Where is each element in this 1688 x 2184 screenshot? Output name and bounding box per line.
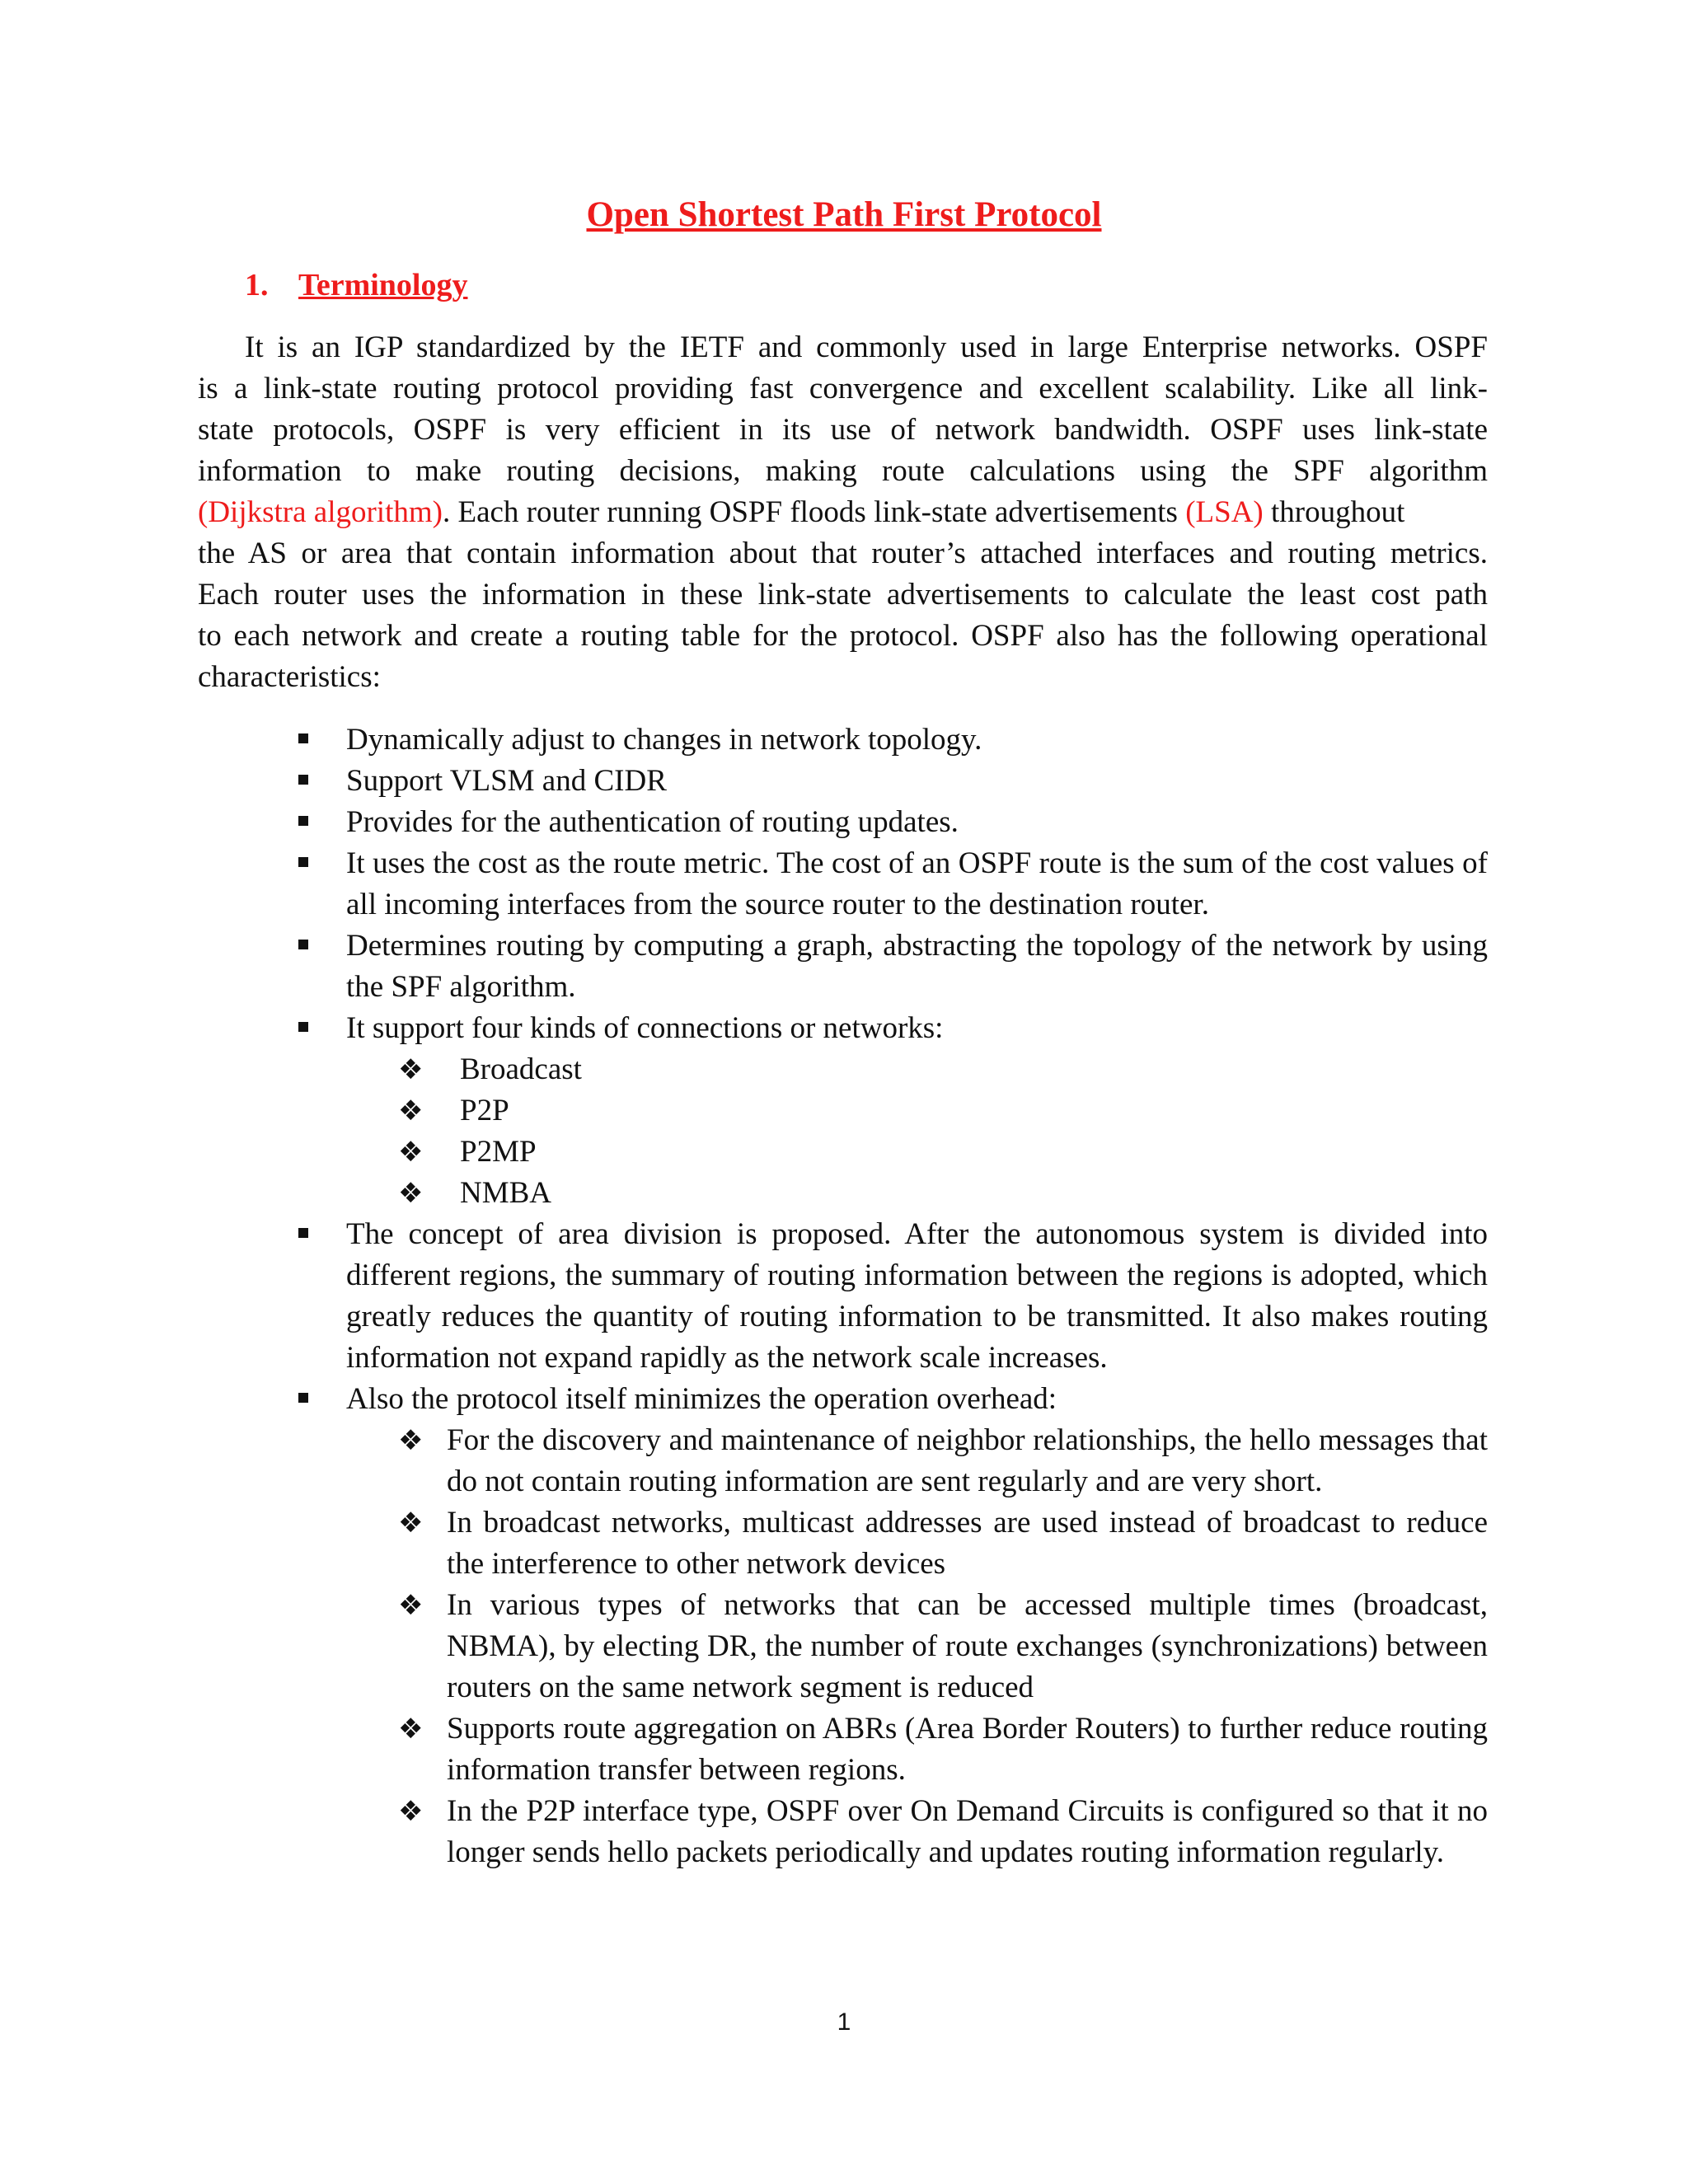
line-text: throughout	[1263, 495, 1405, 529]
sub-list-item-text: In broadcast networks, multicast addresses are used instead of broadcast to reduce the interference to other network devices	[447, 1506, 1488, 1581]
sub-list-item-text: Broadcast	[460, 1052, 582, 1086]
dijkstra-term: (Dijkstra algorithm)	[198, 495, 443, 529]
square-bullet-icon	[298, 775, 308, 785]
section-heading	[245, 267, 468, 303]
sub-list-item	[198, 1420, 1488, 1502]
square-bullet-icon	[298, 1393, 308, 1403]
list-item	[198, 1008, 1488, 1049]
sub-list-item-text: In various types of networks that can be accessed multiple times (broadcast, NBMA), by electing DR, the number of route exchanges (synchronizations) between routers on the same network segment is reduced	[447, 1588, 1488, 1704]
diamond-bullet-icon: ❖	[398, 1177, 424, 1210]
diamond-bullet-icon: ❖	[398, 1424, 424, 1457]
sub-list-item-text: P2MP	[460, 1135, 537, 1169]
diamond-bullet-icon: ❖	[398, 1507, 424, 1540]
diamond-bullet-icon: ❖	[398, 1713, 424, 1746]
sub-list-item	[198, 1173, 1488, 1214]
list-item	[198, 843, 1488, 926]
square-bullet-icon	[298, 816, 308, 826]
sub-list-item	[198, 1049, 1488, 1090]
sub-list-item-text: In the P2P interface type, OSPF over On Demand Circuits is configured so that it no longer sends hello packets periodically and updates routing information regularly.	[447, 1794, 1488, 1869]
sub-list-item-text: Supports route aggregation on ABRs (Area Border Routers) to further reduce routing information transfer between regions.	[447, 1712, 1488, 1787]
diamond-bullet-icon: ❖	[398, 1589, 424, 1622]
sub-list-item	[198, 1502, 1488, 1585]
list-item-text: Dynamically adjust to changes in network topology.	[346, 723, 982, 757]
paragraph-line: state protocols, OSPF is very efficient in its use of network bandwidth. OSPF uses link-state	[198, 413, 1488, 447]
list-item	[198, 761, 1488, 802]
square-bullet-icon	[298, 1022, 308, 1032]
sub-list-item-text: NMBA	[460, 1176, 552, 1210]
list-item	[198, 719, 1488, 761]
list-item-text: The concept of area division is proposed. After the autonomous system is divided into different regions, the summary of routing information between the regions is adopted, which greatly reduces the quantity of routing information to be transmitted. It also makes routing information not expand rapidly as the network scale increases.	[346, 1217, 1488, 1375]
intro-paragraph	[198, 327, 1488, 698]
diamond-bullet-icon: ❖	[398, 1094, 424, 1127]
lsa-term: (LSA)	[1185, 495, 1264, 529]
characteristics-list	[198, 719, 1488, 1873]
paragraph-line: It is an IGP standardized by the IETF and commonly used in large Enterprise networks. OSPF	[245, 330, 1488, 364]
paragraph-line: information to make routing decisions, making route calculations using the SPF algorithm	[198, 454, 1488, 488]
diamond-bullet-icon: ❖	[398, 1053, 424, 1086]
diamond-bullet-icon: ❖	[398, 1136, 424, 1169]
sub-list-item	[198, 1090, 1488, 1132]
square-bullet-icon	[298, 857, 308, 867]
sub-list-item	[198, 1585, 1488, 1708]
list-item-text: Support VLSM and CIDR	[346, 764, 667, 798]
list-item	[198, 1379, 1488, 1420]
square-bullet-icon	[298, 1228, 308, 1238]
paragraph-line	[198, 492, 1488, 533]
list-item-text: It uses the cost as the route metric. The cost of an OSPF route is the sum of the cost values of all incoming interfaces from the source router to the destination router.	[346, 846, 1488, 921]
sub-list-item-text: P2P	[460, 1094, 509, 1127]
paragraph-line: to each network and create a routing table for the protocol. OSPF also has the following operational	[198, 619, 1488, 653]
paragraph-line: is a link-state routing protocol providing fast convergence and excellent scalability. Like all link-	[198, 372, 1488, 405]
diamond-bullet-icon: ❖	[398, 1795, 424, 1828]
page-title: Open Shortest Path First Protocol	[586, 195, 1102, 234]
list-item-text: Also the protocol itself minimizes the operation overhead:	[346, 1382, 1057, 1416]
list-item	[198, 802, 1488, 843]
paragraph-line: characteristics:	[198, 660, 381, 694]
section-title: Terminology	[298, 268, 468, 302]
sub-list-item-text: For the discovery and maintenance of neighbor relationships, the hello messages that do not contain routing information are sent regularly and are very short.	[447, 1423, 1488, 1498]
list-item-text: Provides for the authentication of routing updates.	[346, 805, 959, 839]
list-item-text: It support four kinds of connections or networks:	[346, 1011, 944, 1045]
square-bullet-icon	[298, 940, 308, 949]
sub-list-item	[198, 1708, 1488, 1791]
square-bullet-icon	[298, 733, 308, 743]
page-number: 1	[837, 2008, 851, 2036]
sub-list-item	[198, 1132, 1488, 1173]
list-item	[198, 926, 1488, 1008]
line-text: . Each router running OSPF floods link-state advertisements	[442, 495, 1186, 529]
section-number: 1.	[245, 268, 269, 302]
list-item	[198, 1214, 1488, 1379]
paragraph-line: the AS or area that contain information about that router’s attached interfaces and routing metrics.	[198, 537, 1488, 570]
sub-list-item	[198, 1791, 1488, 1873]
list-item-text: Determines routing by computing a graph, abstracting the topology of the network by using the SPF algorithm.	[346, 929, 1488, 1004]
paragraph-line: Each router uses the information in these link-state advertisements to calculate the least cost path	[198, 578, 1488, 612]
